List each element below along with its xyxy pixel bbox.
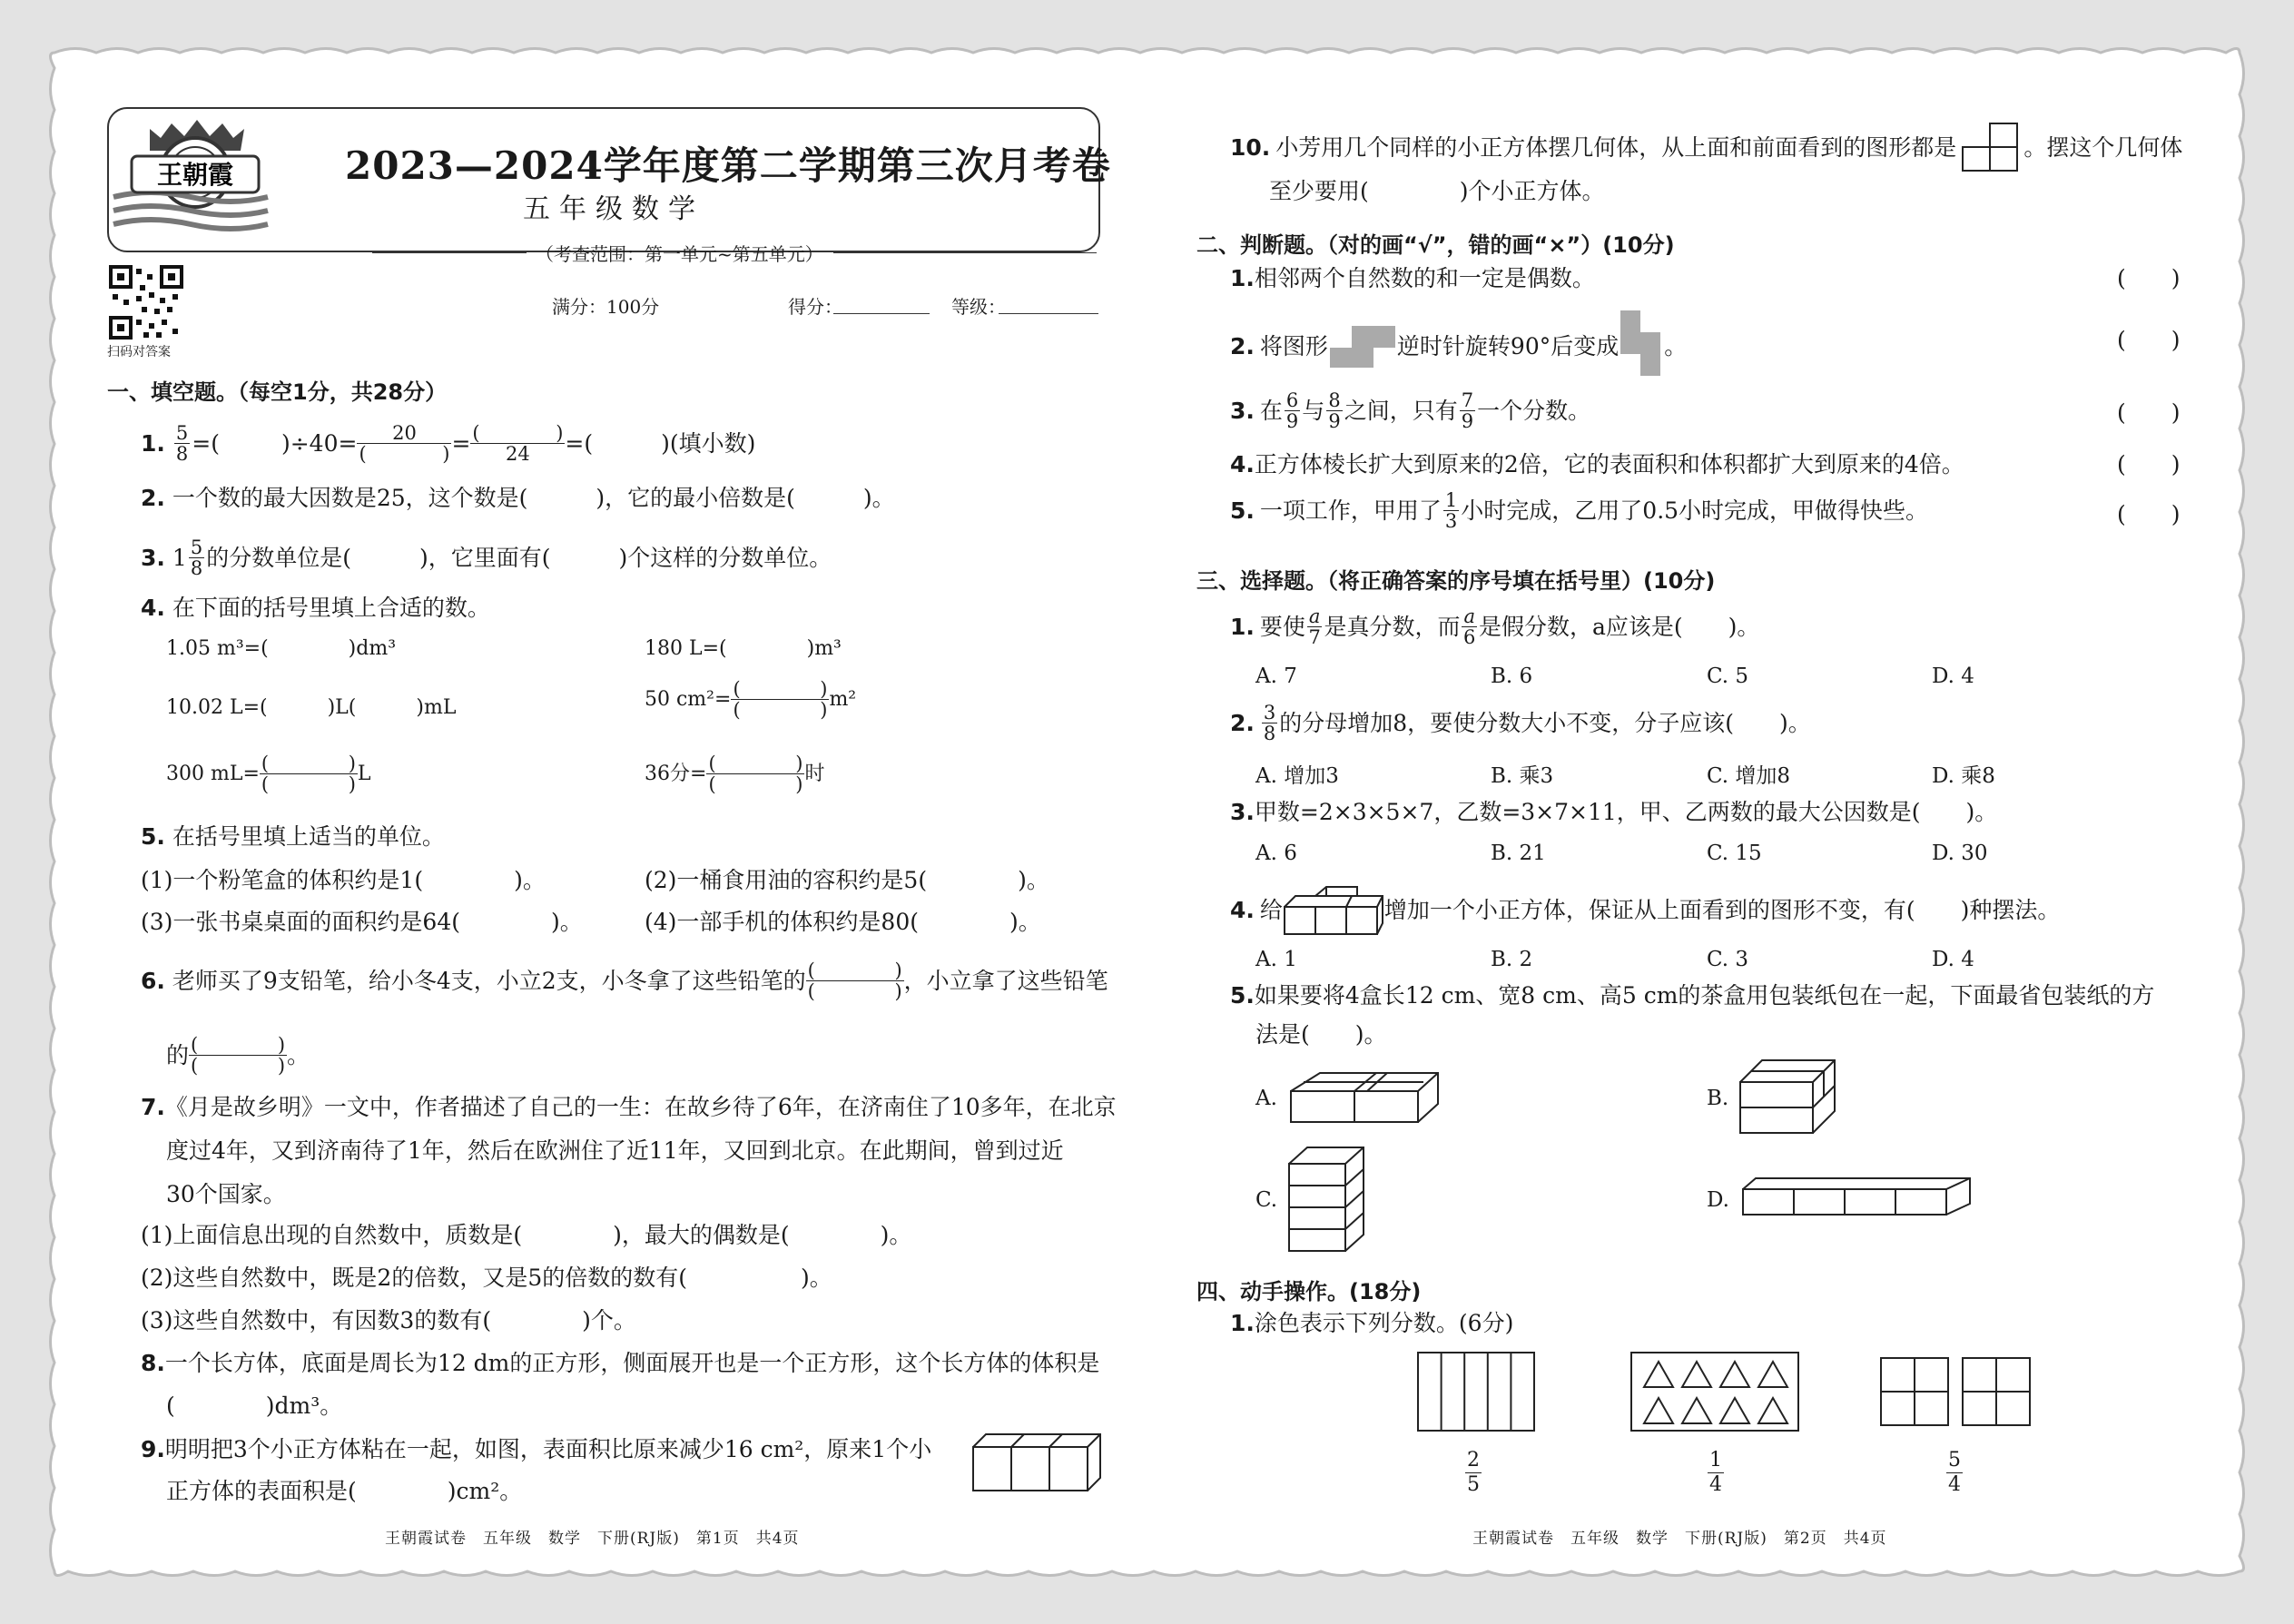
question-number: 2. <box>1230 709 1255 736</box>
text: = <box>451 429 471 457</box>
question-8-line-2: ( )dm³。 <box>166 1393 343 1419</box>
question-number: 8. <box>141 1350 165 1376</box>
question-6 <box>141 960 1108 1001</box>
q5-item-4: (4)一部手机的体积约是80( )。 <box>645 909 1041 935</box>
fraction-label-2: $\frac{1}{4}$ <box>1709 1449 1722 1496</box>
fraction-figure-triangles[interactable] <box>1629 1351 1800 1432</box>
box-arrangement-d <box>1741 1176 1975 1218</box>
page-footer-2: 王朝霞试卷 五年级 数学 下册(RJ版) 第2页 共4页 <box>1472 1530 1887 1548</box>
choice-1-option-a[interactable]: A. 7 <box>1255 664 1297 688</box>
q4-item-1a: 1.05 m³=( )dm³ <box>166 637 397 660</box>
question-number: 2. <box>141 485 165 511</box>
fraction-label-1: $\frac{2}{5}$ <box>1467 1449 1480 1496</box>
question-3 <box>141 537 832 578</box>
choice-2-option-b[interactable]: B. 乘3 <box>1491 764 1554 788</box>
question-text: 老师买了9支铅笔，给小冬4支，小立2支，小冬拿了这些铅笔的 <box>172 967 806 994</box>
section-3-title: 三、选择题。（将正确答案的序号填在括号里）(10分) <box>1196 568 1716 594</box>
question-text: 涂色表示下列分数。(6分) <box>1254 1310 1514 1336</box>
question-number: 5. <box>141 823 165 850</box>
question-number: 7. <box>141 1094 165 1120</box>
fraction-label-3: $\frac{5}{4}$ <box>1948 1449 1961 1496</box>
answer-fraction[interactable]: ( ) ( ) <box>191 1034 286 1077</box>
fraction-figure-rectangle[interactable] <box>1416 1351 1536 1432</box>
question-number: 4. <box>1230 451 1255 477</box>
question-7-line-2: 度过4年，又到济南待了1年，然后在欧洲住了近11年，又回到北京。在此期间，曾到过近 <box>166 1137 1064 1164</box>
question-5 <box>141 823 445 851</box>
three-cubes-figure <box>971 1432 1103 1496</box>
question-text: 《月是故乡明》一文中，作者描述了自己的一生：在故乡待了6年，在济南住了10多年，在北京 <box>164 1094 1117 1120</box>
question-number: 5. <box>1230 982 1255 1009</box>
question-number: 4. <box>1230 897 1255 923</box>
question-number: 9. <box>141 1436 165 1462</box>
section-4-title: 四、动手操作。(18分) <box>1196 1279 1422 1304</box>
judge-answer-2[interactable]: ( ) <box>2117 327 2181 353</box>
choice-5-option-b[interactable]: B. <box>1707 1087 1729 1110</box>
q4-item-2b: 50 cm²= ( ) ( ) m² <box>645 678 857 721</box>
choice-5 <box>1230 982 2154 1009</box>
question-number: 3. <box>1230 397 1255 424</box>
choice-1: 1. 要使 $\frac{a}{7}$ 是真分数，而 $\frac{a}{6}$ 是假分数，a应该是( )。 <box>1230 605 1760 648</box>
text: =( <box>192 429 220 457</box>
question-text: 的分数单位是( )，它里面有( )个这样的分数单位。 <box>206 544 832 571</box>
choice-1-option-d[interactable]: D. 4 <box>1932 664 1974 688</box>
choice-3-option-d[interactable]: D. 30 <box>1932 842 1988 865</box>
q7-sub-3: (3)这些自然数中，有因数3的数有( )个。 <box>141 1307 636 1334</box>
q7-sub-2: (2)这些自然数中，既是2的倍数，又是5的倍数的数有( )。 <box>141 1265 832 1291</box>
choice-3 <box>1230 799 1997 826</box>
judge-answer-5[interactable]: ( ) <box>2117 501 2181 527</box>
choice-4-option-b[interactable]: B. 2 <box>1491 948 1533 971</box>
question-number: 1. <box>1230 265 1255 291</box>
qr-code-icon[interactable] <box>109 265 183 340</box>
choice-4-option-a[interactable]: A. 1 <box>1255 948 1297 971</box>
choice-1-option-b[interactable]: B. 6 <box>1491 664 1533 688</box>
question-number: 1. <box>1230 613 1255 640</box>
qr-caption: 扫码对答案 <box>107 345 171 359</box>
rotate-shape-before <box>1328 324 1397 369</box>
choice-2-option-a[interactable]: A. 增加3 <box>1255 764 1339 788</box>
question-text: 一个数的最大因数是25，这个数是( )，它的最小倍数是( )。 <box>172 485 895 511</box>
grade-label: 等级： <box>951 296 1006 318</box>
question-text: ，小立拿了这些铅笔 <box>903 967 1108 994</box>
question-text: 正方体棱长扩大到原来的2倍，它的表面积和体积都扩大到原来的4倍。 <box>1254 451 1964 477</box>
choice-1-option-c[interactable]: C. 5 <box>1707 664 1749 688</box>
scope-line-left <box>372 252 527 253</box>
question-4 <box>141 595 490 622</box>
q7-sub-1: (1)上面信息出现的自然数中，质数是( )，最大的偶数是( )。 <box>141 1222 912 1248</box>
scope-line-right <box>833 252 1097 253</box>
choice-5-option-d[interactable]: D. <box>1707 1188 1729 1212</box>
grade-field[interactable] <box>999 313 1098 314</box>
question-number: 1. <box>1230 1310 1255 1336</box>
judge-answer-3[interactable]: ( ) <box>2117 399 2181 426</box>
question-1 <box>141 423 755 464</box>
cube-arrangement-figure <box>1283 885 1384 936</box>
question-2 <box>141 485 895 512</box>
question-text: 逆时针旋转90°后变成 <box>1396 333 1620 359</box>
fraction: 20 ( ) <box>359 422 450 465</box>
question-number: 10. <box>1230 134 1271 161</box>
question-10 <box>1230 122 2182 174</box>
box-arrangement-a <box>1289 1060 1443 1126</box>
question-text: 相邻两个自然数的和一定是偶数。 <box>1254 265 1595 291</box>
text: )÷40= <box>281 429 358 457</box>
question-number: 4. <box>141 595 165 621</box>
choice-5-line-2: 法是( )。 <box>1255 1021 1387 1048</box>
operation-1 <box>1230 1310 1513 1337</box>
question-number: 5. <box>1230 497 1255 524</box>
page-footer-1: 王朝霞试卷 五年级 数学 下册(RJ版) 第1页 共4页 <box>385 1530 800 1548</box>
whole-number: 1 <box>172 544 187 571</box>
question-6-line-2: 的 ( ) ( ) 。 <box>166 1034 310 1077</box>
question-10-line-2: 至少要用( )个小正方体。 <box>1269 178 1605 204</box>
choice-3-option-b[interactable]: B. 21 <box>1491 842 1546 865</box>
question-9 <box>141 1436 931 1463</box>
judge-3: 3. 在 $\frac{6}{9}$ 与 $\frac{8}{9}$ 之间，只有 $\frac{7}{9}$ 一个分数。 <box>1230 389 1591 432</box>
question-text: 将图形 <box>1259 333 1328 359</box>
question-number: 2. <box>1230 333 1255 359</box>
q5-item-2: (2)一桶食用油的容积约是5( )。 <box>645 867 1049 893</box>
question-text: 如果要将4盒长12 cm、宽8 cm、高5 cm的茶盒用包装纸包在一起，下面最省包装纸的方 <box>1254 982 2155 1009</box>
section-1-title: 一、填空题。（每空1分，共28分） <box>107 379 448 405</box>
logo-text: 王朝霞 <box>156 160 234 190</box>
question-text: 明明把3个小正方体粘在一起，如图，表面积比原来减少16 cm²，原来1个小 <box>164 1436 932 1462</box>
judge-1 <box>1230 265 1595 292</box>
view-shape-figure <box>1960 122 2020 174</box>
question-text: 在下面的括号里填上合适的数。 <box>172 595 490 621</box>
judge-answer-1[interactable]: ( ) <box>2117 265 2181 291</box>
q5-item-1: (1)一个粉笔盒的体积约是1( )。 <box>141 867 546 893</box>
question-number: 6. <box>141 967 165 994</box>
question-7-line-3: 30个国家。 <box>166 1181 286 1207</box>
q4-item-3b: 36分= ( ) ( ) 时 <box>645 753 825 795</box>
question-number: 1. <box>141 429 165 457</box>
judge-4 <box>1230 451 1964 478</box>
choice-5-option-a[interactable]: A. <box>1255 1087 1277 1110</box>
exam-subtitle: 五年级数学 <box>523 193 704 225</box>
scope-text: （考查范围：第一单元~第五单元） <box>536 243 823 265</box>
fraction: $\frac{5}{8}$ <box>190 536 203 579</box>
question-7 <box>141 1094 1117 1121</box>
score-field[interactable] <box>833 313 930 314</box>
judge-5: 5. 一项工作，甲用了 $\frac{1}{3}$ 小时完成，乙用了0.5小时完成，甲做得快些。 <box>1230 489 1929 532</box>
rotate-shape-after <box>1619 309 1664 378</box>
q4-item-2a: 10.02 L=( )L( )mL <box>166 696 457 719</box>
fraction: ( ) 24 <box>472 422 564 465</box>
choice-3-option-c[interactable]: C. 15 <box>1707 842 1762 865</box>
q4-item-3a: 300 mL= ( ) ( ) L <box>166 753 371 795</box>
choice-2: 2. $\frac{3}{8}$ 的分母增加8，要使分数大小不变，分子应该( )。 <box>1230 702 1811 744</box>
choice-2-option-c[interactable]: C. 增加8 <box>1707 764 1791 788</box>
answer-fraction[interactable]: ( ) ( ) <box>807 960 902 1002</box>
question-text: 。摆这个几何体 <box>2023 134 2183 161</box>
full-score: 满分：100分 <box>552 296 660 318</box>
q5-item-3: (3)一张书桌桌面的面积约是64( )。 <box>141 909 583 935</box>
question-9-line-2: 正方体的表面积是( )cm²。 <box>166 1478 523 1504</box>
fraction-figure-squares[interactable] <box>1879 1356 2032 1429</box>
score-label: 得分： <box>788 296 842 318</box>
choice-4: 4. 给 增加一个小正方体，保证从上面看到的图形不变，有( )种摆法。 <box>1230 885 2060 936</box>
question-text: 小芳用几个同样的小正方体摆几何体，从上面和前面看到的图形都是 <box>1275 134 1957 161</box>
q4-item-1b: 180 L=( )m³ <box>645 637 842 660</box>
choice-4-option-c[interactable]: C. 3 <box>1707 948 1749 971</box>
question-text: 甲数=2×3×5×7，乙数=3×7×11，甲、乙两数的最大公因数是( )。 <box>1254 799 1998 825</box>
exam-title: 2023—2024学年度第二学期第三次月考卷 <box>345 143 1111 188</box>
question-text: 一个长方体，底面是周长为12 dm的正方形，侧面展开也是一个正方形，这个长方体的体积是 <box>164 1350 1100 1376</box>
question-number: 3. <box>1230 799 1255 825</box>
choice-4-option-d[interactable]: D. 4 <box>1932 948 1974 971</box>
question-number: 3. <box>141 544 165 571</box>
question-8 <box>141 1350 1099 1377</box>
fraction: $\frac{5}{8}$ <box>175 422 189 465</box>
logo-icon <box>113 111 268 247</box>
box-arrangement-b <box>1738 1058 1840 1135</box>
section-2-title: 二、判断题。（对的画“√”，错的画“×”）(10分) <box>1196 232 1675 258</box>
question-text: 在括号里填上适当的单位。 <box>172 823 445 850</box>
choice-5-option-c[interactable]: C. <box>1255 1188 1278 1212</box>
choice-3-option-a[interactable]: A. 6 <box>1255 842 1297 865</box>
judge-answer-4[interactable]: ( ) <box>2117 451 2181 477</box>
judge-2: 2. 将图形 逆时针旋转90°后变成 。 <box>1230 316 1687 378</box>
choice-2-option-d[interactable]: D. 乘8 <box>1932 764 1995 788</box>
text: =( )(填小数) <box>565 429 756 457</box>
box-arrangement-c <box>1287 1146 1369 1253</box>
